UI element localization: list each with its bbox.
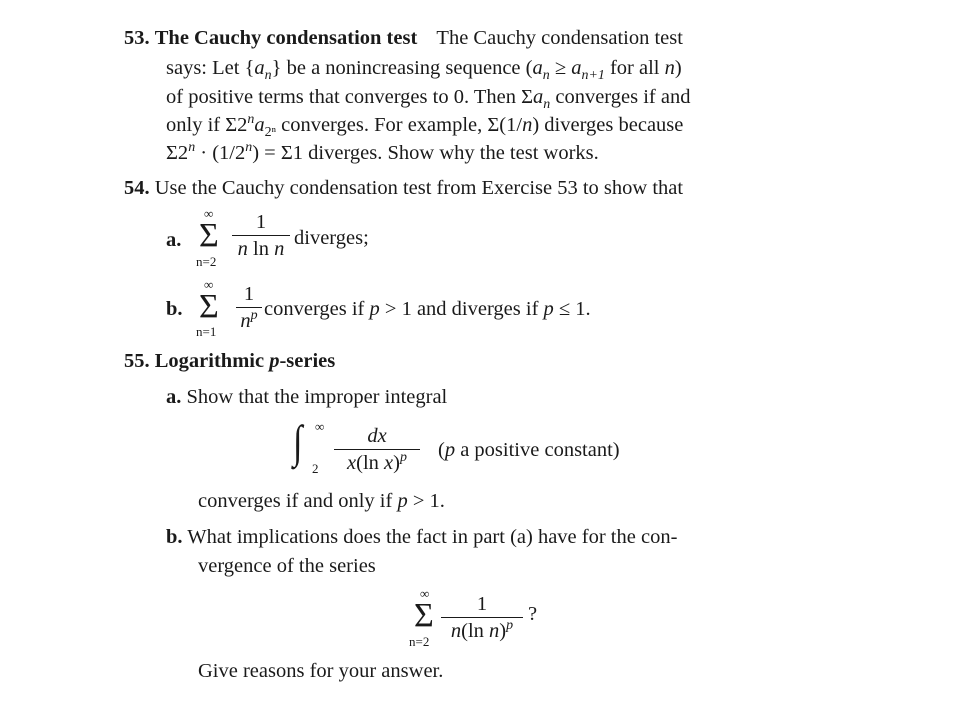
ex55-title: Logarithmic p-series: [154, 350, 336, 372]
ex55b-label: b.: [166, 526, 183, 548]
ex54a-sum-upper: ∞: [204, 206, 214, 221]
ex55b-sum-upper: ∞: [420, 586, 430, 601]
integral-sign: ∫: [293, 416, 303, 467]
ex54b-fraction: [236, 284, 262, 331]
ex54a-sum-lower: n=2: [196, 254, 217, 269]
ex55b-question-mark: ?: [528, 603, 538, 625]
ex54b-text: converges if p > 1 and diverges if p ≤ 1.: [264, 298, 591, 320]
ex54b-sum-upper: ∞: [204, 277, 214, 292]
ex54b-label: b.: [166, 298, 183, 320]
ex55a-label: a.: [166, 386, 182, 408]
ex55-line1: [124, 351, 335, 372]
ex54b-denominator: $n^p$: [240, 307, 258, 332]
ex55a-fraction: [334, 426, 420, 473]
ex55a-numerator: dx: [367, 425, 387, 447]
ex54-number: 54.: [124, 177, 150, 199]
ex54a-denominator: n ln n: [237, 237, 285, 260]
ex55a-denominator: x(ln x)$^p$: [347, 449, 407, 474]
ex55a-text: Show that the improper integral: [186, 386, 448, 408]
ex53-line5: $\Sigma 2^n \cdot (1/2^n) = \Sigma 1$ diverges. Show why the test works.: [166, 140, 599, 164]
ex55b-text1: What implications does the fact in part (a) have for the con-: [187, 526, 678, 548]
ex55b-text2: vergence of the series: [198, 555, 376, 577]
ex54a-sigma: Σ: [199, 217, 219, 254]
ex53-line2: says: Let $\{a_n\}$ be a nonincreasing sequence ($a_n \ge a_{n+1}$ for all n): [166, 57, 682, 84]
ex54b-sigma: Σ: [199, 288, 219, 325]
ex53-line4: only if $\Sigma 2^na_{2^n}$ converges. For example, Σ(1/n) diverges because: [166, 112, 684, 141]
ex54-line1: [124, 178, 683, 199]
ex55a-line1: [166, 387, 447, 408]
ex54a-fraction: [232, 212, 290, 259]
ex54a-numerator: 1: [255, 211, 267, 233]
ex55b-denominator: n(ln n)$^p$: [450, 617, 514, 642]
ex54a-label: a.: [166, 229, 182, 251]
ex55b-numerator: 1: [476, 593, 488, 615]
integral-lower-limit: 2: [312, 461, 319, 476]
ex55b-fraction: [441, 594, 523, 641]
ex55b-line1: [166, 527, 677, 548]
ex55b-sigma: Σ: [414, 597, 434, 634]
ex54-text: Use the Cauchy condensation test from Exercise 53 to show that: [154, 177, 684, 199]
ex55a-note: (p a positive constant): [438, 439, 620, 461]
ex55-number: 55.: [124, 350, 150, 372]
ex54a-text: diverges;: [294, 227, 369, 249]
ex53-title: The Cauchy condensation test: [154, 27, 418, 49]
ex53-line1: [124, 28, 683, 49]
ex53-line1-text: The Cauchy condensation test: [436, 27, 683, 49]
ex55b-reason: Give reasons for your answer.: [198, 660, 444, 682]
ex53-line3: of positive terms that converges to 0. Then $\Sigma a_n$ converges if and: [166, 86, 691, 113]
ex54b-numerator: 1: [243, 283, 255, 305]
ex55a-conclusion: converges if and only if p > 1.: [198, 490, 445, 512]
ex54b-sum-lower: n=1: [196, 324, 217, 339]
integral-upper-limit: ∞: [315, 419, 325, 434]
ex55b-sum-lower: n=2: [409, 634, 430, 649]
ex53-number: 53.: [124, 27, 150, 49]
